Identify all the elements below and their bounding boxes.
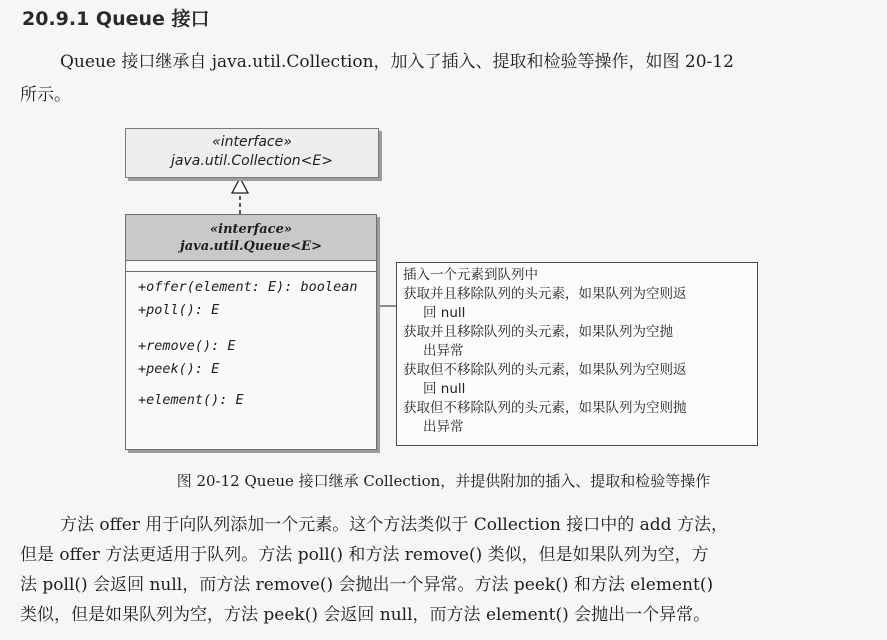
queue-header (126, 215, 376, 261)
method-notes-box (396, 262, 758, 446)
note-poll: 获取并且移除队列的头元素，如果队列为空则返 (403, 286, 687, 302)
note-element-cont: 出异常 (423, 419, 464, 435)
intro-line-1: Queue 接口继承自 java.util.Collection，加入了插入、提取和检验等操作，如图 20-12 (60, 52, 734, 72)
method-poll: +poll(): E (138, 302, 220, 318)
note-poll-cont: 回 null (423, 305, 466, 321)
method-peek: +peek(): E (138, 361, 220, 377)
note-remove: 获取并且移除队列的头元素，如果队列为空抛 (403, 324, 673, 340)
body-line-1: 方法 offer 用于向队列添加一个元素。这个方法类似于 Collection 接口中的 add 方法， (60, 515, 728, 535)
queue-stereotype: «interface» (210, 222, 292, 237)
collection-interface-box (125, 128, 379, 178)
queue-interface-box (125, 214, 377, 450)
note-remove-cont: 出异常 (423, 343, 464, 359)
body-line-2: 但是 offer 方法更适用于队列。方法 poll() 和方法 remove() 类似，但是如果队列为空，方 (20, 545, 709, 565)
body-line-3: 法 poll() 会返回 null，而方法 remove() 会抛出一个异常。方法 peek() 和方法 element() (20, 575, 714, 595)
queue-methods (126, 272, 376, 412)
note-offer: 插入一个元素到队列中 (403, 267, 538, 283)
method-offer: +offer(element: E): boolean (138, 279, 358, 295)
queue-attributes-compartment (126, 261, 376, 272)
collection-name: java.util.Collection<E> (171, 153, 333, 169)
queue-name: java.util.Queue<E> (180, 239, 322, 254)
note-element: 获取但不移除队列的头元素，如果队列为空则抛 (403, 400, 687, 416)
body-line-4: 类似，但是如果队列为空，方法 peek() 会返回 null，而方法 element() 会抛出一个异常。 (20, 605, 711, 625)
method-remove: +remove(): E (138, 338, 236, 354)
intro-line-2: 所示。 (20, 85, 71, 105)
collection-stereotype: «interface» (212, 134, 292, 150)
body-paragraph (20, 510, 872, 630)
note-peek: 获取但不移除队列的头元素，如果队列为空则返 (403, 362, 687, 378)
note-peek-cont: 回 null (423, 381, 466, 397)
method-element: +element(): E (138, 392, 244, 408)
section-heading: 20.9.1 Queue 接口 (22, 8, 210, 30)
figure-caption: 图 20-12 Queue 接口继承 Collection，并提供附加的插入、提取和检验等操作 (176, 472, 711, 490)
